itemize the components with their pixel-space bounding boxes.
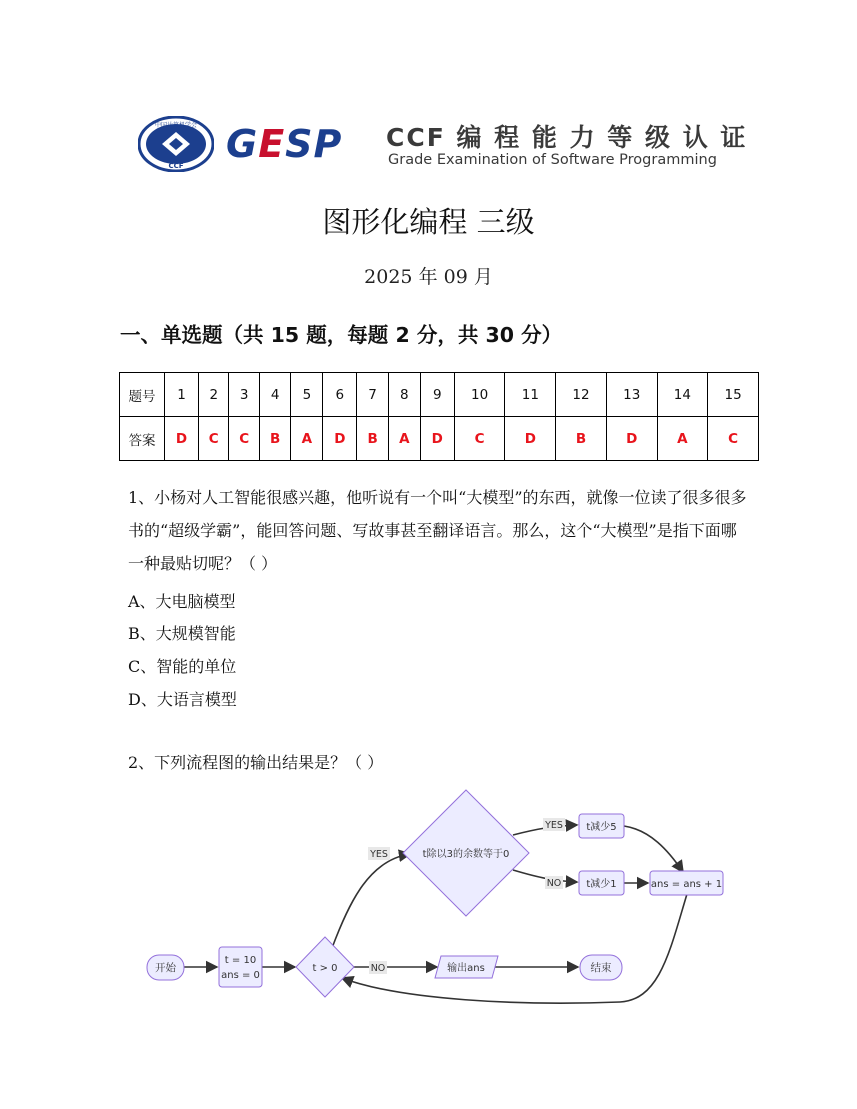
question-number-cell: 8 bbox=[388, 373, 420, 417]
answer-cell: B bbox=[556, 417, 607, 461]
question-number-cell: 7 bbox=[357, 373, 388, 417]
node-end-label: 结束 bbox=[590, 962, 612, 974]
node-inc-label: ans = ans + 1 bbox=[650, 879, 723, 890]
question-number-cell: 5 bbox=[291, 373, 323, 417]
answer-cell: A bbox=[388, 417, 420, 461]
table-row-label: 答案 bbox=[120, 417, 165, 461]
node-cond-label: t > 0 bbox=[312, 963, 338, 974]
node-init-line2: ans = 0 bbox=[221, 970, 260, 981]
answer-table bbox=[119, 372, 759, 461]
answer-cell: B bbox=[357, 417, 388, 461]
answer-cell: D bbox=[323, 417, 357, 461]
answer-cell: C bbox=[454, 417, 505, 461]
question-number-cell: 14 bbox=[657, 373, 708, 417]
question-1-option-a: A、大电脑模型 bbox=[128, 592, 236, 611]
answer-cell: D bbox=[505, 417, 556, 461]
question-number-cell: 11 bbox=[505, 373, 556, 417]
edge-inc-loop bbox=[342, 894, 687, 1003]
question-number-cell: 3 bbox=[229, 373, 259, 417]
answer-cell: D bbox=[420, 417, 454, 461]
question-number-cell: 4 bbox=[259, 373, 290, 417]
node-mod-cond-label: t除以3的余数等于0 bbox=[422, 849, 510, 860]
node-start-label: 开始 bbox=[155, 962, 176, 974]
question-number-cell: 10 bbox=[454, 373, 505, 417]
question-1-option-d: D、大语言模型 bbox=[128, 690, 237, 709]
ccf-logo-org-text: 中国计算机学会 bbox=[154, 122, 198, 129]
node-dec1-label: t减少1 bbox=[586, 879, 617, 890]
brand-subtitle: Grade Examination of Software Programming bbox=[388, 152, 717, 168]
label-yes: YES bbox=[370, 849, 388, 860]
question-number-cell: 1 bbox=[165, 373, 199, 417]
answer-cell: A bbox=[291, 417, 323, 461]
question-number-cell: 2 bbox=[199, 373, 229, 417]
label-yes: YES bbox=[545, 820, 563, 831]
flowchart bbox=[0, 780, 857, 1010]
question-1-option-c: C、智能的单位 bbox=[128, 657, 237, 676]
answer-cell: B bbox=[259, 417, 290, 461]
ccf-logo-icon bbox=[138, 116, 214, 172]
label-no: NO bbox=[546, 878, 562, 889]
answer-cell: C bbox=[229, 417, 259, 461]
question-number-cell: 9 bbox=[420, 373, 454, 417]
answer-table-number-row bbox=[120, 373, 759, 417]
document-title: 图形化编程 三级 bbox=[322, 205, 535, 239]
answer-cell: C bbox=[708, 417, 759, 461]
gesp-logo-e: E bbox=[258, 122, 286, 166]
question-1-option-b: B、大规模智能 bbox=[128, 624, 236, 643]
question-number-cell: 12 bbox=[556, 373, 607, 417]
gesp-logo bbox=[226, 122, 342, 166]
node-dec5-label: t减少5 bbox=[586, 822, 617, 833]
edge-cond-yes bbox=[332, 854, 410, 948]
answer-cell: A bbox=[657, 417, 708, 461]
table-row-label: 题号 bbox=[120, 373, 165, 417]
brand-title: CCF 编 程 能 力 等 级 认 证 bbox=[386, 123, 748, 152]
document-date: 2025 年 09 月 bbox=[364, 266, 493, 288]
question-2-text: 2、下列流程图的输出结果是？（ ） bbox=[128, 753, 384, 772]
node-init-line1: t = 10 bbox=[224, 955, 257, 966]
answer-cell: D bbox=[606, 417, 657, 461]
section-heading: 一、单选题（共 15 题，每题 2 分，共 30 分） bbox=[120, 323, 563, 347]
label-no: NO bbox=[370, 963, 386, 974]
answer-table-answer-row bbox=[120, 417, 759, 461]
answer-cell: D bbox=[165, 417, 199, 461]
gesp-logo-sp: SP bbox=[285, 122, 343, 166]
question-number-cell: 13 bbox=[606, 373, 657, 417]
question-number-cell: 6 bbox=[323, 373, 357, 417]
gesp-logo-g: G bbox=[226, 122, 259, 166]
edge-dec5-inc bbox=[624, 826, 683, 872]
question-number-cell: 15 bbox=[708, 373, 759, 417]
ccf-logo-abbr: CCF bbox=[168, 162, 184, 170]
header bbox=[138, 116, 748, 176]
answer-cell: C bbox=[199, 417, 229, 461]
node-output-label: 输出ans bbox=[447, 963, 485, 974]
node-init bbox=[219, 947, 262, 987]
question-1-text: 1、小杨对人工智能很感兴趣，他听说有一个叫“大模型”的东西，就像一位读了很多很多书的“超级学霸”，能回答问题、写故事甚至翻译语言。那么，这个“大模型”是指下面哪一种最贴切呢？（ ） bbox=[128, 488, 747, 573]
